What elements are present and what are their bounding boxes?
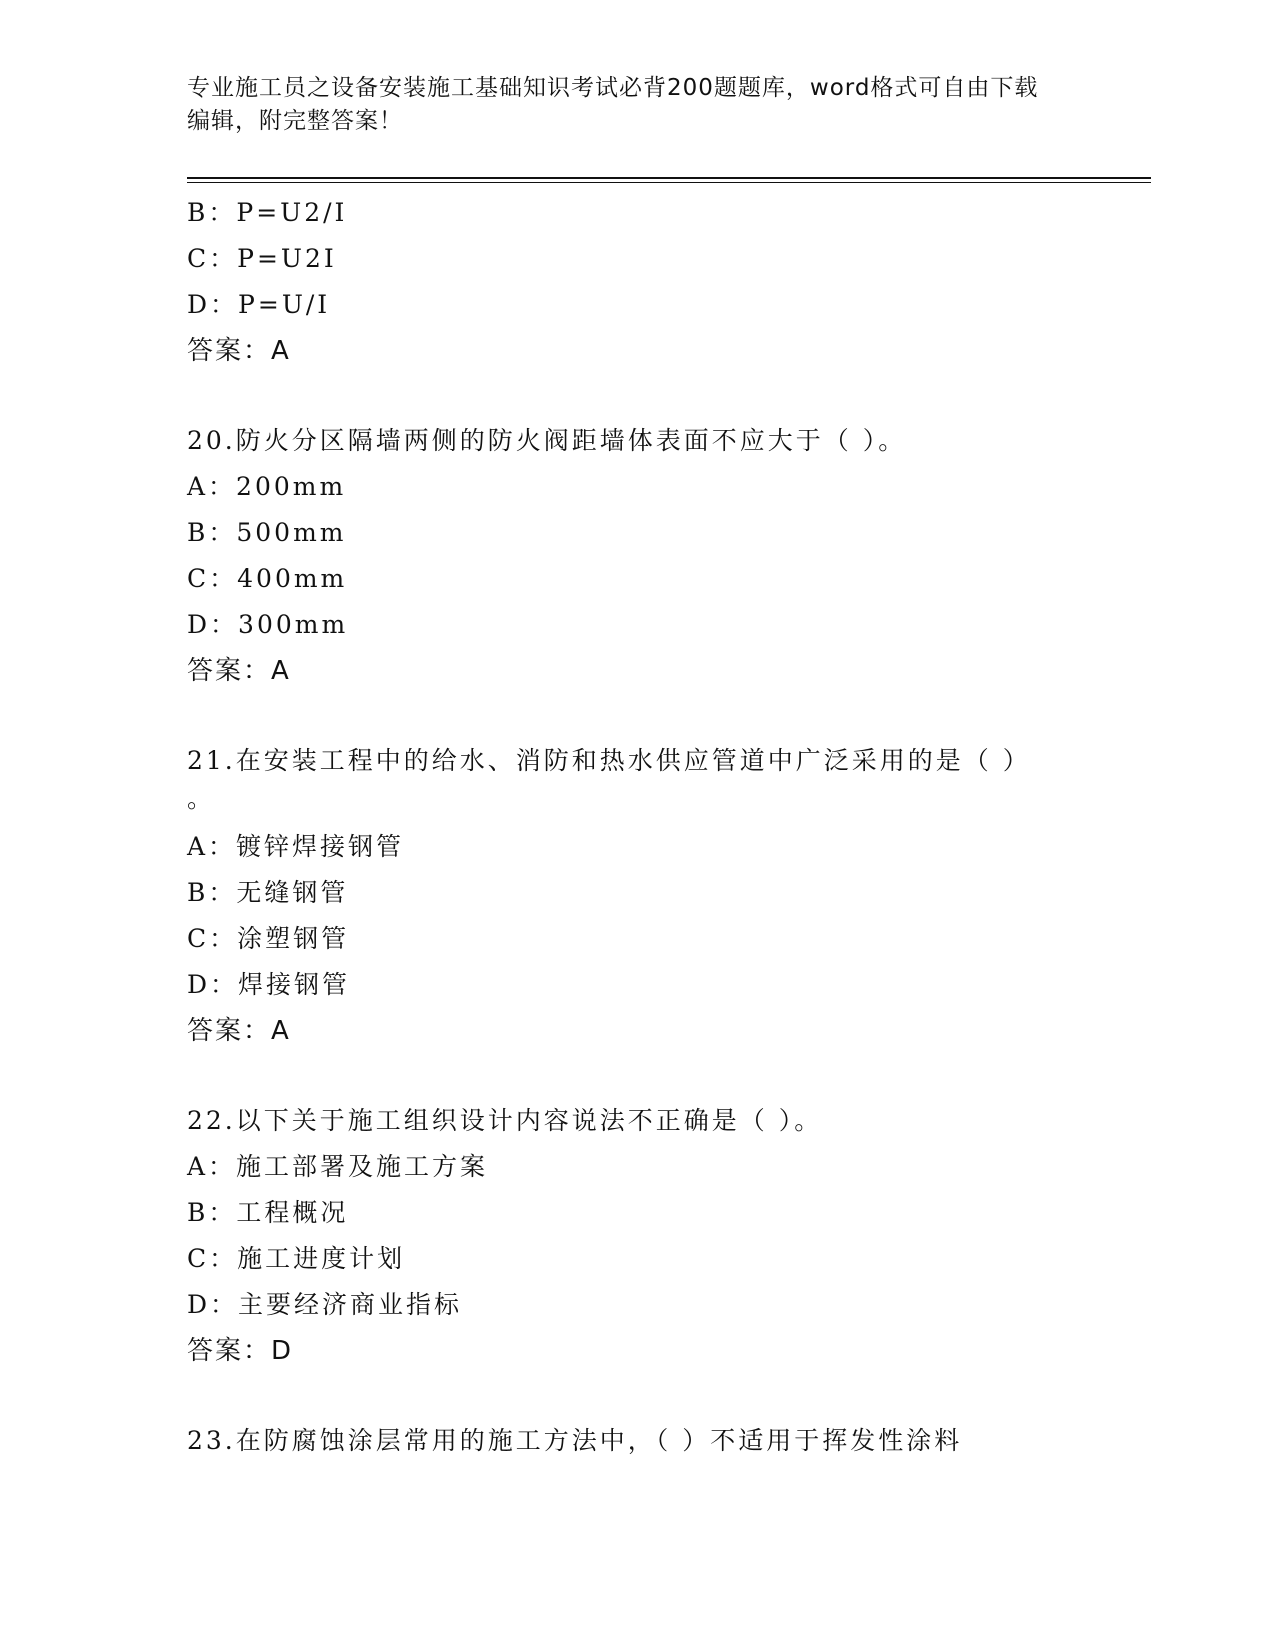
q21-option-d: D：焊接钢管 (187, 970, 351, 999)
q20-option-d: D：300mm (187, 610, 349, 639)
page-header (187, 72, 1087, 138)
q22-option-d: D：主要经济商业指标 (187, 1290, 463, 1319)
spacer (187, 694, 1117, 738)
q22-option-a: A：施工部署及施工方案 (187, 1152, 489, 1181)
spacer (187, 1054, 1117, 1098)
q19-option-c: C：P=U2I (187, 244, 337, 273)
q19-option-d: D：P=U/I (187, 290, 331, 319)
spacer (187, 1374, 1117, 1418)
q20-option-b: B：500mm (187, 518, 347, 547)
q21-stem: 21.在安装工程中的给水、消防和热水供应管道中广泛采用的是（ ） (187, 746, 1031, 775)
q21-stem-tail: 。 (187, 784, 213, 813)
q22-answer: 答案：D (187, 1336, 294, 1366)
spacer (187, 374, 1117, 418)
q20-option-a: A：200mm (187, 472, 347, 501)
question-list (187, 190, 1117, 1464)
q19-answer: 答案：A (187, 336, 291, 366)
q23-stem: 23.在防腐蚀涂层常用的施工方法中，（ ）不适用于挥发性涂料 (187, 1426, 963, 1455)
q22-option-b: B：工程概况 (187, 1198, 349, 1227)
header-divider (187, 177, 1151, 183)
q20-answer: 答案：A (187, 656, 291, 686)
q21-option-b: B：无缝钢管 (187, 878, 349, 907)
header-title-line-2: 编辑，附完整答案！ (187, 108, 403, 134)
q20-stem: 20.防火分区隔墙两侧的防火阀距墙体表面不应大于（ ）。 (187, 426, 907, 455)
q21-answer: 答案：A (187, 1016, 291, 1046)
q21-option-c: C：涂塑钢管 (187, 924, 350, 953)
q19-option-b: B：P=U2/I (187, 198, 348, 227)
q21-option-a: A：镀锌焊接钢管 (187, 832, 405, 861)
q22-option-c: C：施工进度计划 (187, 1244, 406, 1273)
header-title-line-1: 专业施工员之设备安装施工基础知识考试必背200题题库，word格式可自由下载 (187, 75, 1039, 101)
q22-stem: 22.以下关于施工组织设计内容说法不正确是（ ）。 (187, 1106, 823, 1135)
q20-option-c: C：400mm (187, 564, 348, 593)
